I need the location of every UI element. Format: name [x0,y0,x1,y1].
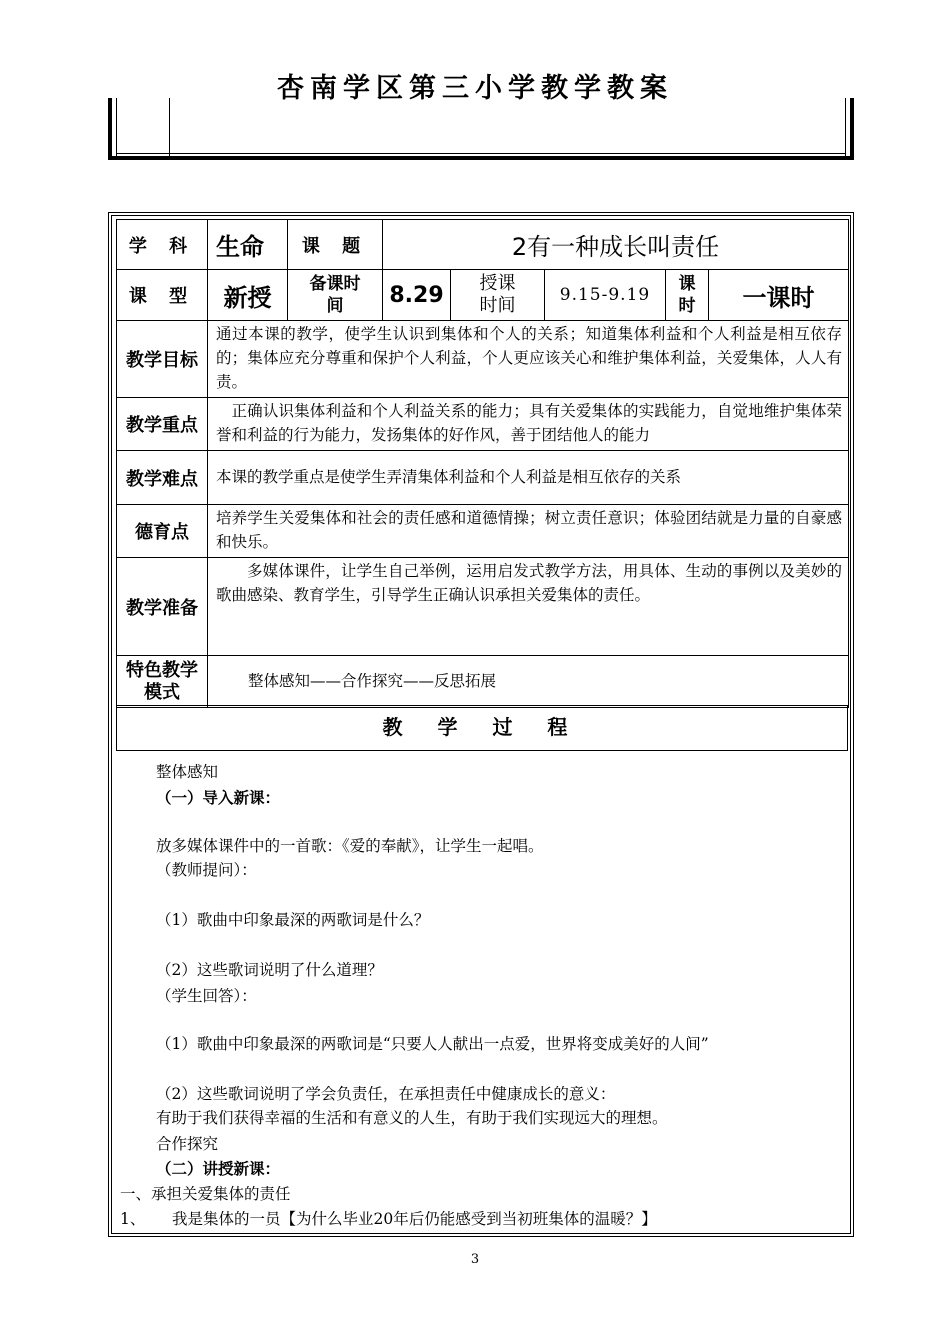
subject-value: 生命 [208,220,288,270]
section-whole: 整体感知 [156,763,219,781]
mode-label: 特色教学模式 [117,656,208,708]
item-number: 1、 [120,1210,146,1228]
page-number: 3 [470,1252,480,1267]
subject-label: 学 科 [117,220,208,270]
text-line: （2）这些歌词说明了学会负责任，在承担责任中健康成长的意义： [156,1085,616,1103]
text-line: 放多媒体课件中的一首歌：《爱的奉献》，让学生一起唱。 [156,837,544,855]
teach-time-label: 授课时间 [451,270,545,321]
moral-text: 培养学生关爱集体和社会的责任感和道德情操；树立责任意识；体验团结就是力量的自豪感和快乐。 [208,505,849,558]
moral-label: 德育点 [117,505,208,558]
section-new-lesson: （二）讲授新课： [156,1159,281,1178]
mode-text: 整体感知——合作探究——反思拓展 [208,656,849,708]
goal-label: 教学目标 [117,321,208,398]
prep-text: 多媒体课件，让学生自己举例，运用启发式教学方法，用具体、生动的事例以及美妙的歌曲感染、教育学生，引导学生正确认识承担关爱集体的责任。 [208,558,849,656]
prep-label: 教学准备 [117,558,208,656]
section-explore: 合作探究 [156,1135,219,1153]
text-line: （1）歌曲中印象最深的两歌词是什么？ [156,911,430,929]
prep-time-label: 备课时间 [288,270,383,321]
process-heading: 教 学 过 程 [116,705,848,751]
prep-date: 8.29 [383,270,451,321]
text-line: 有助于我们获得幸福的生活和有意义的人生，有助于我们实现远大的理想。 [156,1109,668,1127]
difficulty-text: 本课的教学重点是使学生弄清集体利益和个人利益是相互依存的关系 [208,451,849,505]
lesson-info-table [116,219,849,708]
item-text: 我是集体的一员【为什么毕业20年后仍能感受到当初班集体的温暖？】 [172,1210,657,1228]
topic-label: 课 题 [288,220,383,270]
keypoint-label: 教学重点 [117,398,208,451]
subsection-heading: 一、承担关爱集体的责任 [120,1185,291,1203]
top-table-fragment [108,98,854,160]
section-intro: （一）导入新课： [156,788,281,807]
type-label: 课 型 [117,270,208,321]
type-value: 新授 [208,270,288,321]
document-title: 杏南学区第三小学教学教案 [277,73,673,104]
difficulty-label: 教学难点 [117,451,208,505]
text-line: （1）歌曲中印象最深的两歌词是“只要人人献出一点爱，世界将变成美好的人间” [156,1035,709,1053]
hours-label: 课时 [666,270,709,321]
goal-text: 通过本课的教学，使学生认识到集体和个人的关系；知道集体利益和个人利益是相互依存的；集体应充分尊重和保护个人利益，个人更应该关心和维护集体利益，关爱集体，人人有责。 [208,321,849,398]
topic-value: 2有一种成长叫责任 [383,220,849,270]
keypoint-text: 正确认识集体利益和个人利益关系的能力；具有关爱集体的实践能力，自觉地维护集体荣誉和利益的行为能力，发扬集体的好作风，善于团结他人的能力 [208,398,849,451]
text-line: （学生回答）： [156,987,257,1005]
hours-value: 一课时 [709,270,849,321]
text-line: （2）这些歌词说明了什么道理？ [156,961,383,979]
teach-date: 9.15-9.19 [545,270,666,321]
text-line: （教师提问）： [156,861,257,879]
